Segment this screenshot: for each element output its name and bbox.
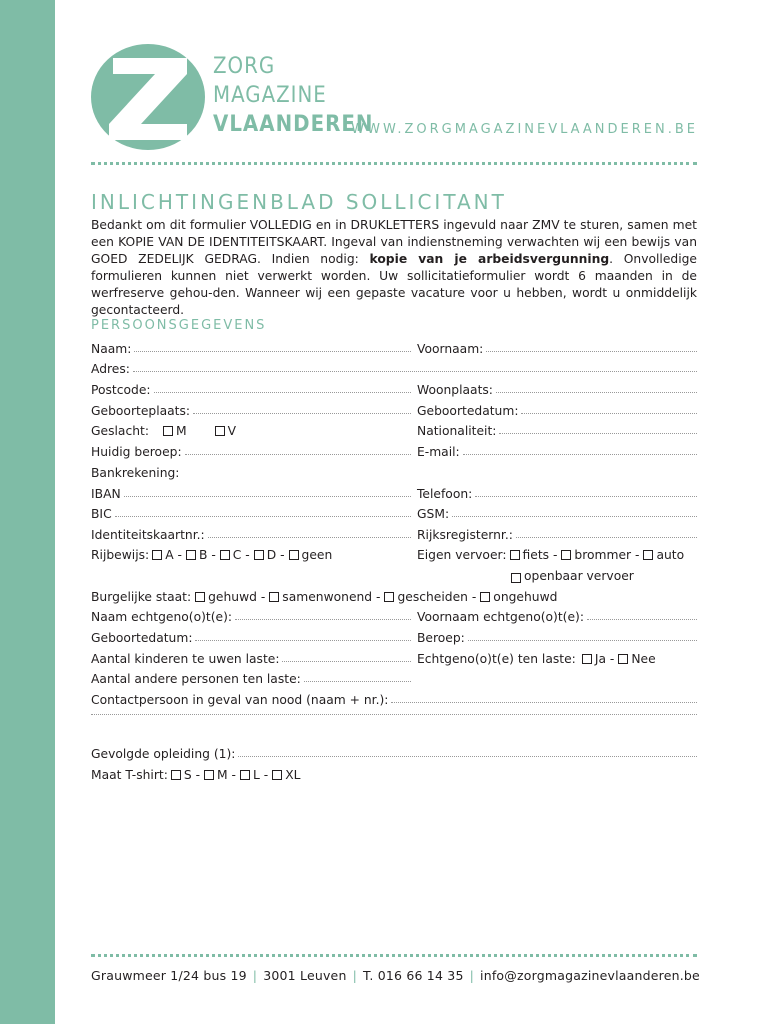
option-geen-label: geen xyxy=(301,548,333,562)
field-huidig-beroep[interactable] xyxy=(91,445,411,459)
option-samenwonend[interactable] xyxy=(269,590,380,604)
label-iban: IBAN xyxy=(91,487,121,501)
input-line[interactable] xyxy=(154,392,411,393)
checkbox-icon[interactable] xyxy=(215,426,225,436)
option-l-label: L - xyxy=(253,768,269,782)
row-kinderen xyxy=(91,652,697,670)
section-heading: PERSOONSGEGEVENS xyxy=(91,318,267,333)
input-line[interactable] xyxy=(91,714,697,715)
checkbox-icon[interactable] xyxy=(204,770,214,780)
row-geslacht xyxy=(91,424,697,442)
option-m[interactable] xyxy=(163,424,187,438)
option-a-label: A - xyxy=(165,548,182,562)
label-aantal-kinderen: Aantal kinderen te uwen laste: xyxy=(91,652,280,666)
row-adres xyxy=(91,362,697,380)
website-link[interactable]: WWW.ZORGMAGAZINEVLAANDEREN.BE xyxy=(351,122,698,137)
option-m-size-label: M - xyxy=(217,768,236,782)
label-email: E-mail: xyxy=(417,445,460,459)
intro-text-1: Bedankt om dit formulier VOLLEDIG en in DRUKLETTERS ingevuld naar ZMV te sturen, samen met een KOPIE VAN DE IDENTITEITSKAART. Ingeval van indienstneming verwachten wij een bewijs van GOED ZEDELIJK GEDRAG. Indien nodig: xyxy=(91,218,697,266)
option-auto-label: auto xyxy=(656,548,685,562)
row-postcode xyxy=(91,383,697,401)
field-nationaliteit[interactable] xyxy=(417,424,697,438)
option-s-label: S - xyxy=(183,768,201,782)
label-nationaliteit: Nationaliteit: xyxy=(417,424,497,438)
option-a[interactable] xyxy=(152,548,182,562)
label-voornaam: Voornaam: xyxy=(417,342,484,356)
sidebar-band xyxy=(0,0,55,1024)
label-aantal-andere: Aantal andere personen ten laste: xyxy=(91,672,301,686)
input-line[interactable] xyxy=(193,413,411,414)
option-geen[interactable] xyxy=(289,548,333,562)
row-iban xyxy=(91,487,697,505)
input-line[interactable] xyxy=(496,392,697,393)
field-contactpersoon[interactable] xyxy=(91,693,697,707)
label-bic: BIC xyxy=(91,507,112,521)
option-d[interactable] xyxy=(254,548,285,562)
input-line[interactable] xyxy=(463,454,697,455)
label-contactpersoon: Contactpersoon in geval van nood (naam + nr.): xyxy=(91,693,389,707)
label-eigen-vervoer: Eigen vervoer: xyxy=(417,548,507,562)
row-opleiding xyxy=(91,747,697,765)
row-beroep xyxy=(91,445,697,463)
label-huidig-beroep: Huidig beroep: xyxy=(91,445,182,459)
checkbox-icon[interactable] xyxy=(618,654,628,664)
field-gsm[interactable] xyxy=(417,507,697,521)
option-samenwonend-label: samenwonend - xyxy=(282,590,381,604)
option-gehuwd[interactable] xyxy=(195,590,265,604)
input-line[interactable] xyxy=(304,681,411,682)
option-ongehuwd[interactable] xyxy=(480,590,557,604)
field-echtgenote-ten-laste xyxy=(417,652,656,666)
option-xl[interactable] xyxy=(272,768,300,782)
label-postcode: Postcode: xyxy=(91,383,151,397)
input-line[interactable] xyxy=(468,640,697,641)
footer-address: Grauwmeer 1/24 bus 19 xyxy=(91,968,247,983)
option-auto[interactable] xyxy=(643,548,684,562)
label-rijbewijs: Rijbewijs: xyxy=(91,548,150,562)
input-line[interactable] xyxy=(452,516,697,517)
label-geboortedatum-echtgenote: Geboortedatum: xyxy=(91,631,193,645)
field-maat-tshirt xyxy=(91,768,300,782)
checkbox-icon[interactable] xyxy=(510,550,520,560)
label-geboorteplaats: Geboorteplaats: xyxy=(91,404,191,418)
checkbox-icon[interactable] xyxy=(480,592,490,602)
option-gescheiden-label: gescheiden - xyxy=(397,590,477,604)
row-identiteit xyxy=(91,528,697,546)
row-andere-personen xyxy=(91,672,697,690)
field-rijbewijs xyxy=(91,548,332,562)
input-line[interactable] xyxy=(208,537,411,538)
field-eigen-vervoer xyxy=(417,548,684,562)
field-adres[interactable] xyxy=(91,362,697,376)
footer-separator: | xyxy=(252,968,258,983)
input-line[interactable] xyxy=(124,496,411,497)
option-gehuwd-label: gehuwd - xyxy=(208,590,266,604)
input-line[interactable] xyxy=(238,756,697,757)
row-echtgenote xyxy=(91,610,697,628)
label-rijksregisternr: Rijksregisternr.: xyxy=(417,528,513,542)
row-burgelijke-staat xyxy=(91,590,697,608)
row-geboortedatum-beroep xyxy=(91,631,697,649)
checkbox-icon[interactable] xyxy=(195,592,205,602)
row-contactpersoon xyxy=(91,693,697,711)
field-postcode[interactable] xyxy=(91,383,411,397)
checkbox-icon[interactable] xyxy=(269,592,279,602)
label-burgelijke-staat: Burgelijke staat: xyxy=(91,590,192,604)
label-maat-tshirt: Maat T-shirt: xyxy=(91,768,168,782)
checkbox-icon[interactable] xyxy=(511,573,521,583)
checkbox-icon[interactable] xyxy=(152,550,162,560)
field-telefoon[interactable] xyxy=(417,487,697,501)
option-s[interactable] xyxy=(171,768,200,782)
brand-name xyxy=(213,52,373,139)
option-ongehuwd-label: ongehuwd xyxy=(493,590,558,604)
label-adres: Adres: xyxy=(91,362,130,376)
label-naam: Naam: xyxy=(91,342,132,356)
intro-text-2: . Onvolledige formulieren kunnen niet verwerkt worden. Uw sollicitatieformulier wordt 6 maanden in de werfreserve gehou-den. Wanneer wij een gepaste vacature voor u hebben, wordt u onmiddelijk gecontacteerd. xyxy=(91,252,698,317)
field-beroep[interactable] xyxy=(417,631,697,645)
field-iban[interactable] xyxy=(91,487,411,501)
input-line[interactable] xyxy=(521,413,697,414)
field-aantal-kinderen[interactable] xyxy=(91,652,411,666)
input-line[interactable] xyxy=(185,454,411,455)
input-line[interactable] xyxy=(195,640,411,641)
label-bankrekening: Bankrekening: xyxy=(91,466,180,480)
checkbox-icon[interactable] xyxy=(254,550,264,560)
field-geboortedatum-echtgenote[interactable] xyxy=(91,631,411,645)
option-nee-label: Nee xyxy=(631,652,656,666)
field-geboorteplaats[interactable] xyxy=(91,404,411,418)
footer xyxy=(91,968,700,983)
label-beroep: Beroep: xyxy=(417,631,465,645)
input-line[interactable] xyxy=(134,351,411,352)
option-nee[interactable] xyxy=(618,652,655,666)
field-naam[interactable] xyxy=(91,342,411,356)
input-line[interactable] xyxy=(282,661,411,662)
field-voornaam-echtgenote[interactable] xyxy=(417,610,697,624)
input-line[interactable] xyxy=(391,702,697,703)
logo-z-icon xyxy=(91,44,205,150)
option-brommer-label: brommer - xyxy=(574,548,640,562)
field-voornaam[interactable] xyxy=(417,342,697,356)
option-l[interactable] xyxy=(240,768,268,782)
checkbox-icon[interactable] xyxy=(643,550,653,560)
option-fiets[interactable] xyxy=(510,548,558,562)
option-v[interactable] xyxy=(215,424,236,438)
brand-line-zorg: ZORG xyxy=(213,54,276,79)
row-geboorteplaats xyxy=(91,404,697,422)
checkbox-icon[interactable] xyxy=(272,770,282,780)
row-naam xyxy=(91,342,697,360)
footer-separator: | xyxy=(469,968,475,983)
label-voornaam-echtgenote: Voornaam echtgeno(o)t(e): xyxy=(417,610,584,624)
label-telefoon: Telefoon: xyxy=(417,487,473,501)
page-title: INLICHTINGENBLAD SOLLICITANT xyxy=(91,190,507,214)
field-woonplaats[interactable] xyxy=(417,383,697,397)
input-line[interactable] xyxy=(475,496,697,497)
divider-bottom xyxy=(91,954,697,957)
input-line[interactable] xyxy=(499,433,697,434)
brand-line-magazine: MAGAZINE xyxy=(213,83,327,108)
input-line[interactable] xyxy=(587,619,697,620)
row-openbaar-vervoer xyxy=(91,569,697,587)
divider-top xyxy=(91,162,697,165)
option-brommer[interactable] xyxy=(561,548,639,562)
label-bankrekening-wrap xyxy=(91,466,179,480)
label-naam-echtgenote: Naam echtgeno(o)t(e): xyxy=(91,610,233,624)
checkbox-icon[interactable] xyxy=(220,550,230,560)
option-b-label: B - xyxy=(198,548,216,562)
intro-bold: kopie van je arbeidsvergunning xyxy=(369,252,610,266)
checkbox-icon[interactable] xyxy=(186,550,196,560)
option-fiets-label: fiets - xyxy=(522,548,558,562)
label-gsm: GSM: xyxy=(417,507,450,521)
checkbox-icon[interactable] xyxy=(163,426,173,436)
label-echtgenote-ten-laste: Echtgeno(o)t(e) ten laste: xyxy=(417,652,576,666)
row-contactpersoon-extra xyxy=(91,714,697,732)
option-m-label: M xyxy=(175,424,187,438)
field-naam-echtgenote[interactable] xyxy=(91,610,411,624)
input-line[interactable] xyxy=(235,619,411,620)
input-line[interactable] xyxy=(486,351,697,352)
row-tshirt xyxy=(91,768,697,786)
brand-line-vlaanderen: VLAANDEREN xyxy=(213,112,374,137)
field-gevolgde-opleiding[interactable] xyxy=(91,747,697,761)
option-m-size[interactable] xyxy=(204,768,236,782)
input-line[interactable] xyxy=(115,516,411,517)
option-ja[interactable] xyxy=(582,652,615,666)
footer-email[interactable]: info@zorgmagazinevlaanderen.be xyxy=(480,968,700,983)
row-rijbewijs xyxy=(91,548,697,566)
footer-separator: | xyxy=(352,968,357,983)
option-openbaar-label: openbaar vervoer xyxy=(524,569,634,583)
label-gevolgde-opleiding: Gevolgde opleiding (1): xyxy=(91,747,236,761)
option-ja-label: Ja - xyxy=(594,652,615,666)
footer-phone: T. 016 66 14 35 xyxy=(363,968,464,983)
checkbox-icon[interactable] xyxy=(384,592,394,602)
option-c-label: C - xyxy=(232,548,250,562)
option-c[interactable] xyxy=(220,548,250,562)
footer-city: 3001 Leuven xyxy=(263,968,347,983)
field-email[interactable] xyxy=(417,445,697,459)
field-bic[interactable] xyxy=(91,507,411,521)
row-bankrekening xyxy=(91,466,697,484)
option-d-label: D - xyxy=(266,548,285,562)
field-burgelijke-staat xyxy=(91,590,557,604)
option-v-label: V xyxy=(227,424,237,438)
input-line[interactable] xyxy=(133,371,697,372)
field-geslacht xyxy=(91,424,411,438)
row-bic xyxy=(91,507,697,525)
field-geboortedatum[interactable] xyxy=(417,404,697,418)
option-b[interactable] xyxy=(186,548,216,562)
field-rijksregisternr[interactable] xyxy=(417,528,697,542)
intro-paragraph xyxy=(91,217,697,319)
field-aantal-andere[interactable] xyxy=(91,672,411,686)
checkbox-icon[interactable] xyxy=(289,550,299,560)
field-identiteitskaartnr[interactable] xyxy=(91,528,411,542)
option-openbaar[interactable] xyxy=(511,569,634,583)
field-contactpersoon-extra[interactable] xyxy=(91,714,697,719)
label-geboortedatum: Geboortedatum: xyxy=(417,404,519,418)
option-gescheiden[interactable] xyxy=(384,590,476,604)
checkbox-icon[interactable] xyxy=(240,770,250,780)
label-woonplaats: Woonplaats: xyxy=(417,383,493,397)
checkbox-icon[interactable] xyxy=(582,654,592,664)
checkbox-icon[interactable] xyxy=(171,770,181,780)
option-xl-label: XL xyxy=(285,768,301,782)
input-line[interactable] xyxy=(516,537,697,538)
label-identiteitskaartnr: Identiteitskaartnr.: xyxy=(91,528,205,542)
label-geslacht: Geslacht: xyxy=(91,424,149,438)
checkbox-icon[interactable] xyxy=(561,550,571,560)
